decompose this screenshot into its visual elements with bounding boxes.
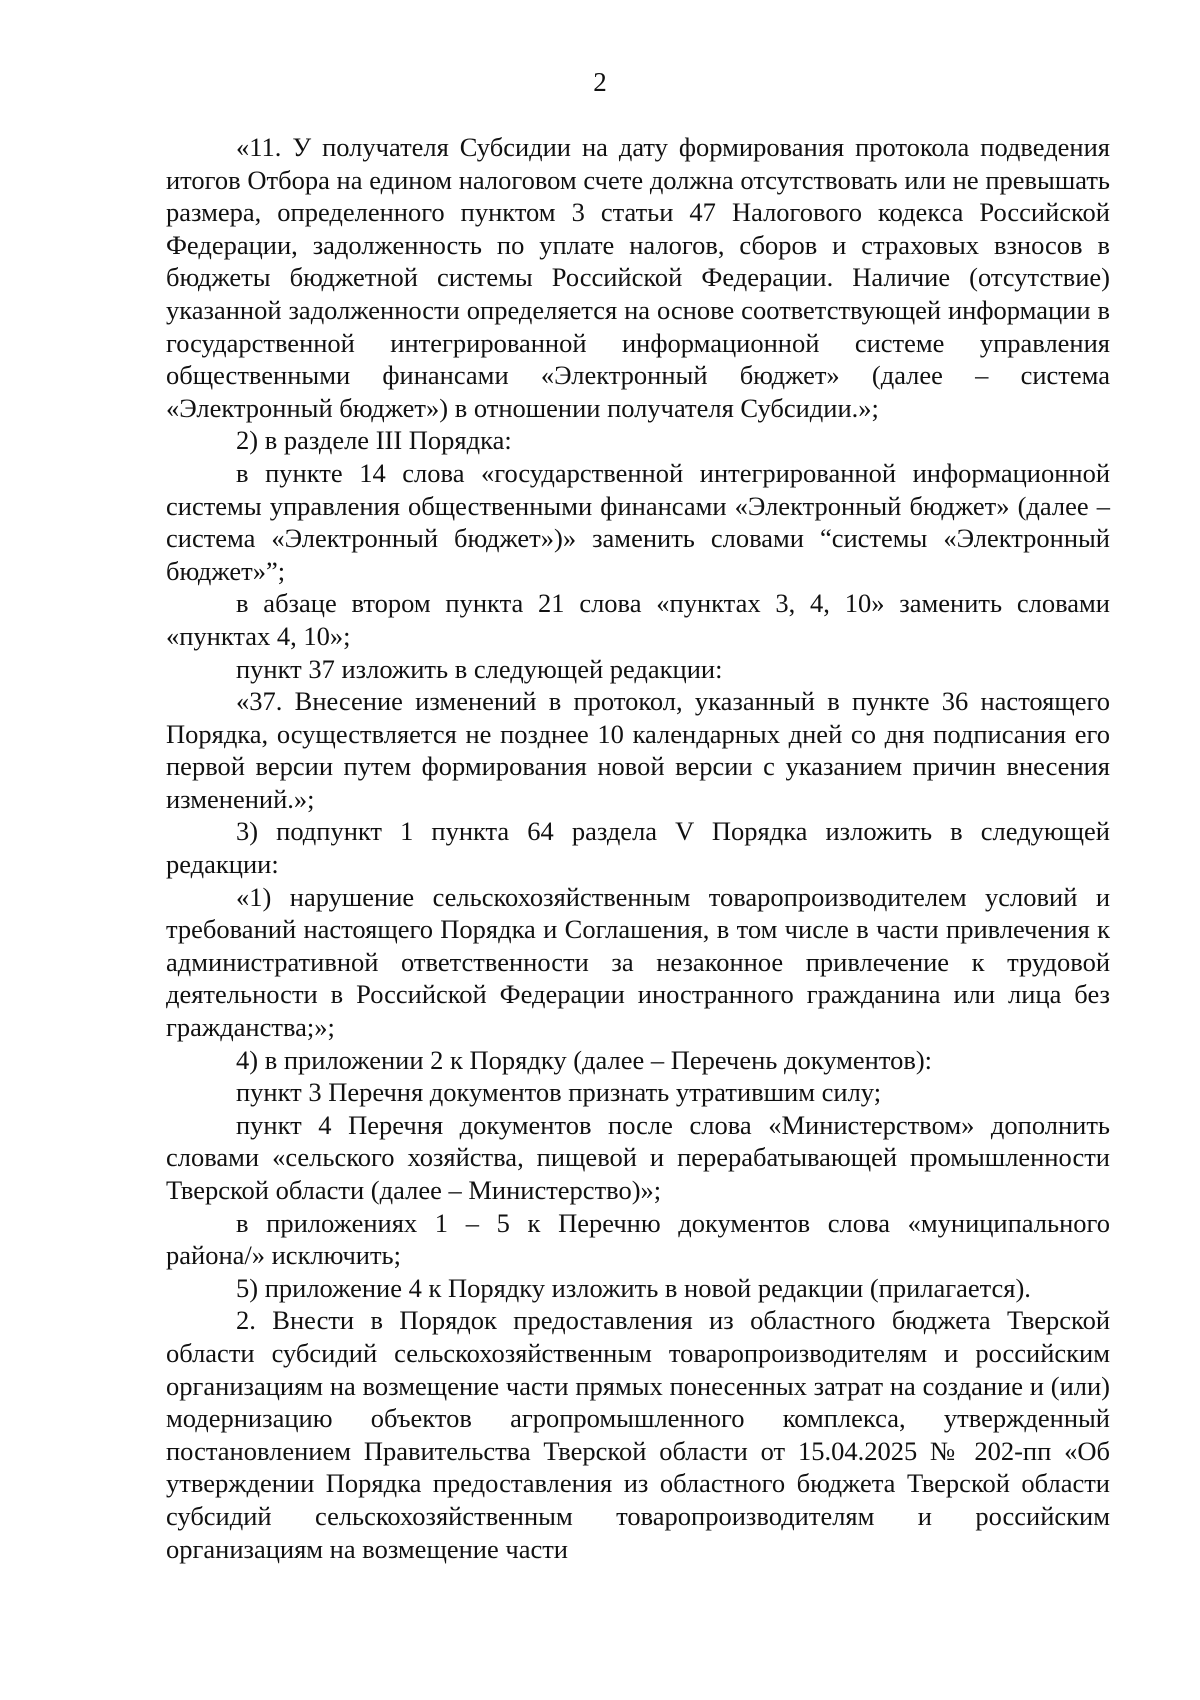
paragraph: «37. Внесение изменений в протокол, указанный в пункте 36 настоящего Порядка, осуществляется не позднее 10 календарных дней со дня подписания его первой версии путем формирования новой версии с указанием причин внесения изменений.»; (166, 686, 1110, 814)
paragraph: пункт 4 Перечня документов после слова «Министерством» дополнить словами «сельского хозяйства, пищевой и перерабатывающей промышленности Тверской области (далее – Министерство)»; (166, 1109, 1110, 1205)
paragraph: «11. У получателя Субсидии на дату формирования протокола подведения итогов Отбора на едином налоговом счете должна отсутствовать или не превышать размера, определенного пунктом 3 статьи 47 Налогового кодекса Российской Федерации, задолженность по уплате налогов, сборов и страховых взносов в бюджеты бюджетной системы Российской Федерации. Наличие (отсутствие) указанной задолженности определяется на основе соответствующей информации в государственной интегрированной информационной системе управления общественными финансами «Электронный бюджет» (далее – система «Электронный бюджет») в отношении получателя Субсидии.»; (166, 132, 1110, 423)
paragraph: в приложениях 1 – 5 к Перечню документов слова «муниципального района/» исключить; (166, 1207, 1110, 1271)
paragraph: пункт 37 изложить в следующей редакции: (236, 653, 723, 684)
paragraph: 2. Внести в Порядок предоставления из областного бюджета Тверской области субсидий сельскохозяйственным товаропроизводителям и российским организациям на возмещение части прямых понесенных затрат на создание и (или) модернизацию объектов агропромышленного комплекса, утвержденный постановлением Правительства Тверской области от 15.04.2025 № 202-пп «Об утверждении Порядка предоставления из областного бюджета Тверской области субсидий сельскохозяйственным товаропроизводителям и российским организациям на возмещение части (166, 1305, 1110, 1564)
paragraph: пункт 3 Перечня документов признать утратившим силу; (236, 1077, 882, 1108)
document-body (166, 131, 1110, 1565)
paragraph: 5) приложение 4 к Порядку изложить в новой редакции (прилагается). (236, 1272, 1031, 1303)
paragraph: 4) в приложении 2 к Порядку (далее – Перечень документов): (236, 1044, 933, 1075)
paragraph: «1) нарушение сельскохозяйственным товаропроизводителем условий и требований настоящего Порядка и Соглашения, в том числе в части привлечения к административной ответственности за незаконное привлечение к трудовой деятельности в Российской Федерации иностранного гражданина или лица без гражданства;»; (166, 881, 1110, 1043)
paragraph: 3) подпункт 1 пункта 64 раздела V Порядка изложить в следующей редакции: (166, 816, 1110, 880)
paragraph: в пункте 14 слова «государственной интегрированной информационной системы управления общественными финансами «Электронный бюджет» (далее – система «Электронный бюджет»)» заменить словами “системы «Электронный бюджет»”; (166, 457, 1110, 586)
page-number: 2 (593, 67, 607, 97)
paragraph: 2) в разделе III Порядка: (236, 425, 512, 456)
paragraph: в абзаце втором пункта 21 слова «пунктах 3, 4, 10» заменить словами «пунктах 4, 10»; (166, 588, 1110, 651)
